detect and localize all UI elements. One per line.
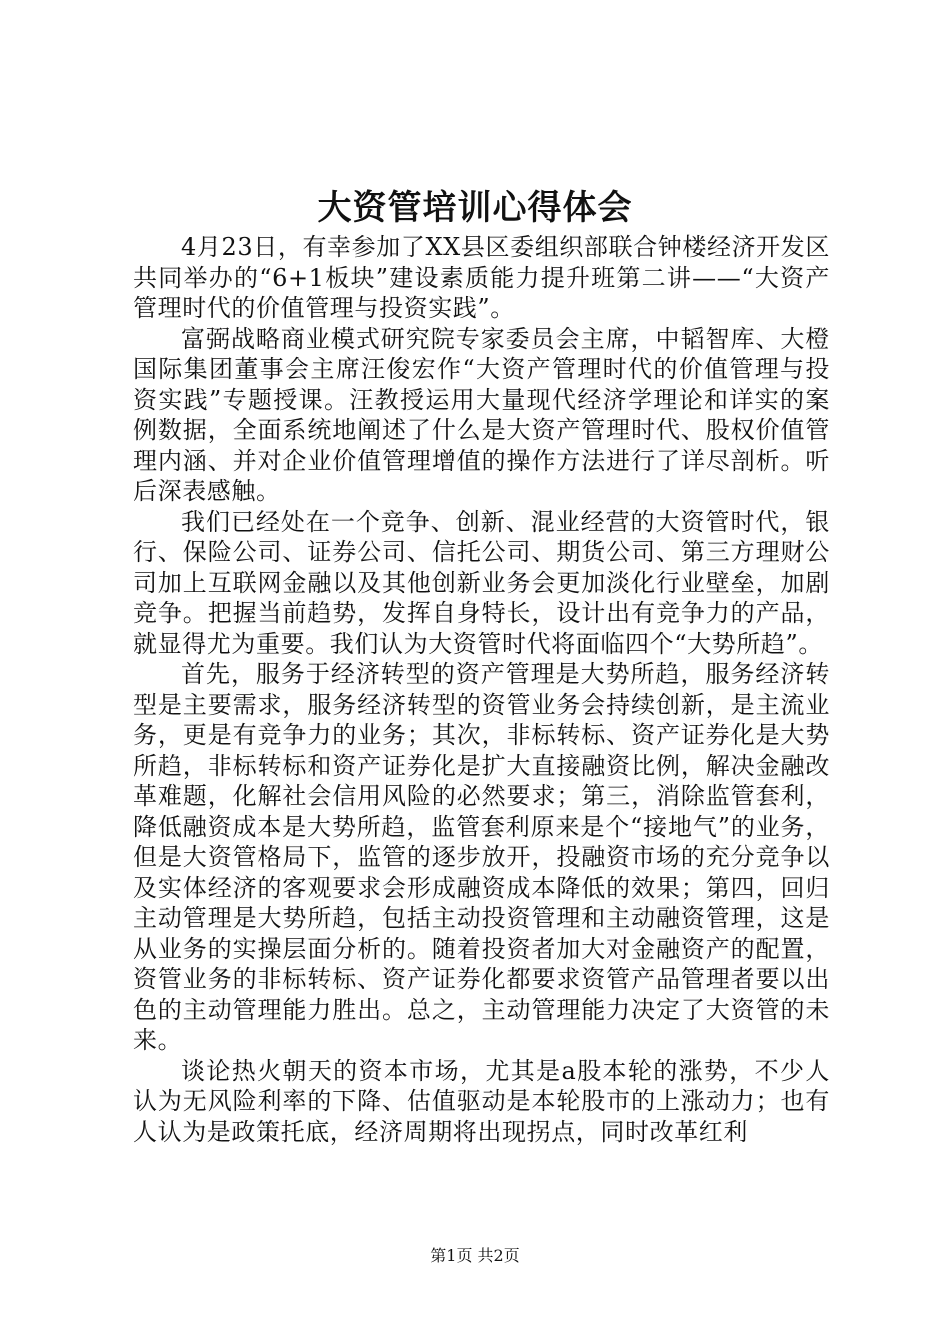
paragraph: 我们已经处在一个竞争、创新、混业经营的大资管时代，银行、保险公司、证券公司、信托公司、期货公司、第三方理财公司加上互联网金融以及其他创新业务会更加淡化行业壁垒，加剧竞争。把握当前趋势，发挥自身特长，设计出有竞争力的产品，就显得尤为重要。我们认为大资管时代将面临四个“大势所趋”。 [133,507,830,658]
paragraph: 首先，服务于经济转型的资产管理是大势所趋，服务经济转型是主要需求，服务经济转型的资管业务会持续创新，是主流业务，更是有竞争力的业务；其次，非标转标、资产证券化是大势所趋，非标转标和资产证券化是扩大直接融资比例，解决金融改革难题，化解社会信用风险的必然要求；第三，消除监管套利，降低融资成本是大势所趋，监管套利原来是个“接地气”的业务，但是大资管格局下，监管的逐步放开，投融资市场的充分竞争以及实体经济的客观要求会形成融资成本降低的效果；第四，回归主动管理是大势所趋，包括主动投资管理和主动融资管理，这是从业务的实操层面分析的。随着投资者加大对金融资产的配置，资管业务的非标转标、资产证券化都要求资管产品管理者要以出色的主动管理能力胜出。总之，主动管理能力决定了大资管的未来。 [133,660,830,1054]
paragraph: 谈论热火朝天的资本市场，尤其是a股本轮的涨势，不少人认为无风险利率的下降、估值驱动是本轮股市的上涨动力；也有人认为是政策托底，经济周期将出现拐点，同时改革红利 [133,1056,830,1146]
paragraph: 富弼战略商业模式研究院专家委员会主席，中韬智库、大橙国际集团董事会主席汪俊宏作“大资产管理时代的价值管理与投资实践”专题授课。汪教授运用大量现代经济学理论和详实的案例数据，全面系统地阐述了什么是大资产管理时代、股权价值管理内涵、并对企业价值管理增值的操作方法进行了详尽剖析。听后深表感触。 [133,324,830,505]
paragraph: 4月23日，有幸参加了XX县区委组织部联合钟楼经济开发区共同举办的“6+1板块”建设素质能力提升班第二讲——“大资产管理时代的价值管理与投资实践”。 [133,233,830,322]
document-title: 大资管培训心得体会 [317,188,633,228]
document-body [133,232,830,1147]
page-footer: 第1页 共2页 [430,1246,520,1265]
